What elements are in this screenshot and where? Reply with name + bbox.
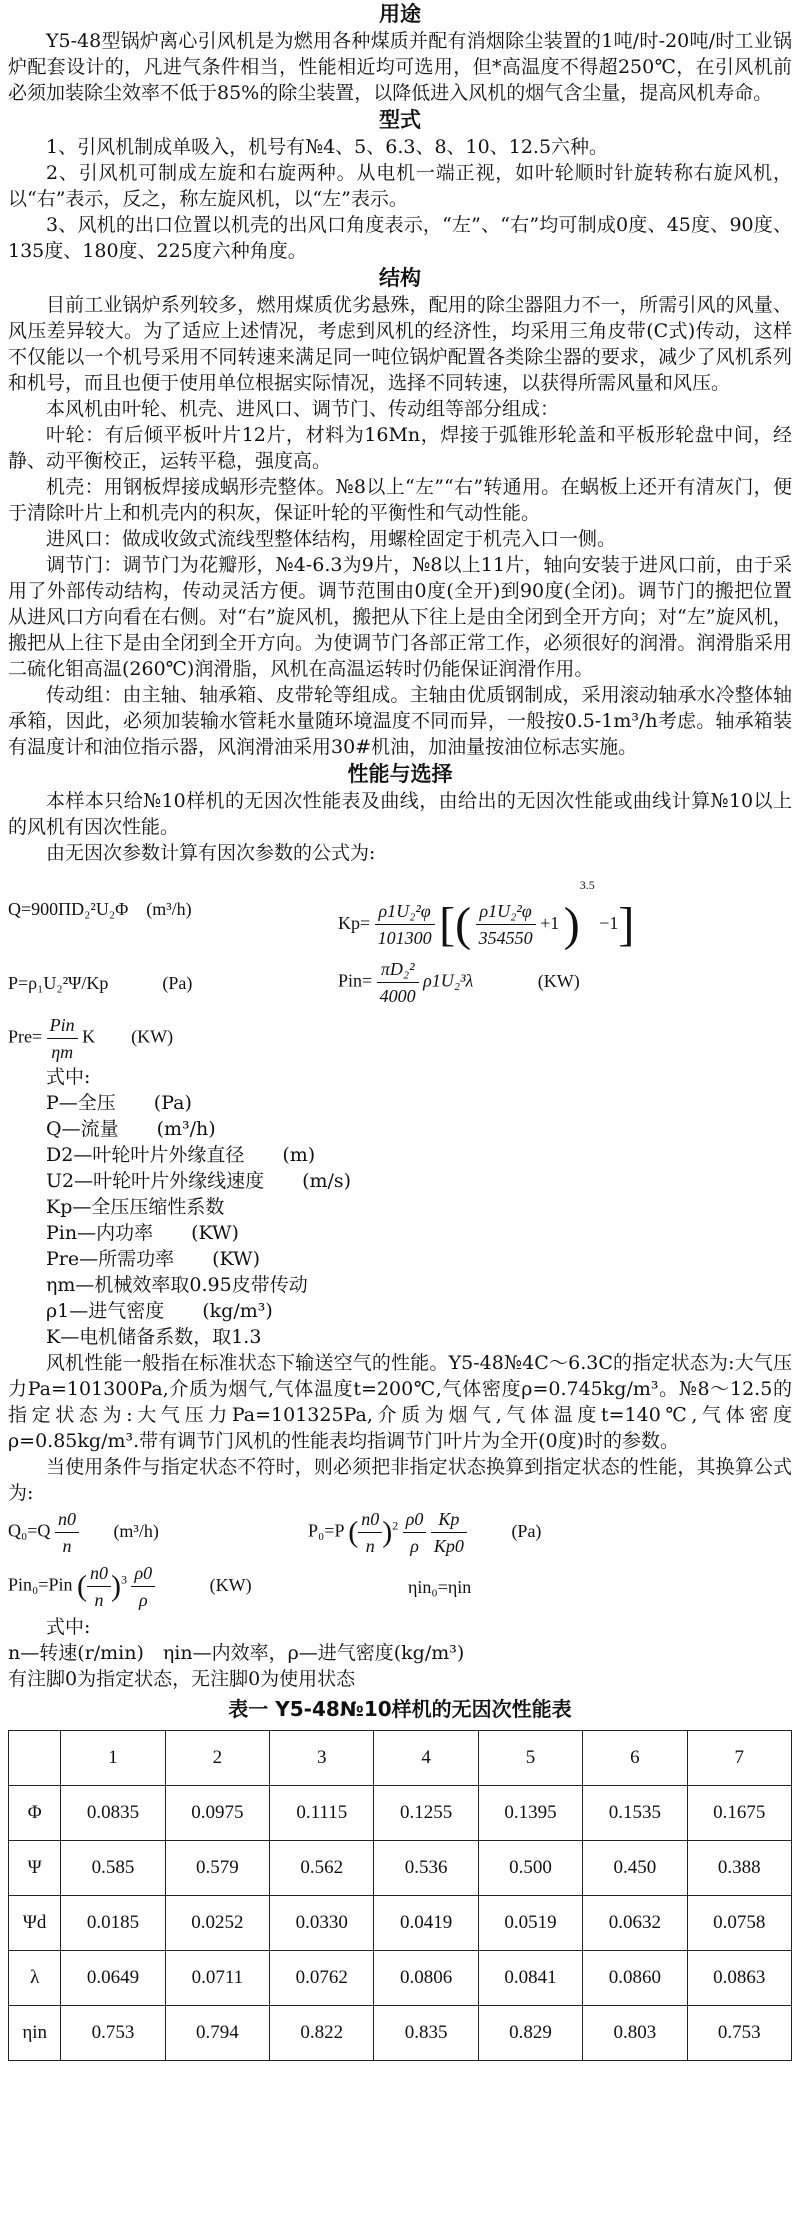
heading-performance: 性能与选择 <box>347 762 453 786</box>
table-cell: 0.829 <box>478 2006 582 2061</box>
table-cell: 0.1255 <box>374 1786 478 1841</box>
structure-para-damper: 调节门：调节门为花瓣形，№4-6.3为9片，№8以上11片，轴向安装于进风口前，由于采用了外部传动结构，传动灵活方便。调节范围由0度(全开)到90度(全闭)。调节门的搬把位置从进风口方向看在右侧。对“右”旋风机，搬把从下往上是由全闭到全开方向；对“左”旋风机，搬把从上往下是由全闭到全开方向。为使调节门各部正常工作，必须很好的润滑。润滑脂采用二硫化钼高温(260℃)润滑脂，风机在高温运转时仍能保证润滑作用。 <box>8 554 792 680</box>
q0-unit: (m³/h) <box>113 1520 159 1541</box>
pin-num: πD₂² <box>377 956 419 983</box>
table-cell: 0.1395 <box>478 1786 582 1841</box>
table-cell: 0.794 <box>165 2006 269 2061</box>
table-header-cell <box>9 1731 61 1786</box>
table-cell: 0.0632 <box>583 1896 687 1951</box>
pin-unit: (KW) <box>537 970 580 991</box>
table-cell: 0.1675 <box>687 1786 791 1841</box>
formula-convert-1 <box>8 1506 792 1560</box>
p0-fraction-3 <box>431 1506 467 1559</box>
formula-p-pin <box>8 956 792 1012</box>
pre-rest: K (KW) <box>82 1026 174 1047</box>
kp-num-1: ρ1U₂²φ <box>375 898 435 925</box>
definition-item: P—全压 (Pa) <box>46 1092 192 1114</box>
table-cell: 0.585 <box>61 1841 165 1896</box>
kp-den-2: 354550 <box>478 928 533 949</box>
definition-item: ρ1—进气密度 (kg/m³) <box>46 1300 273 1322</box>
pin0-num-2: ρ0 <box>131 1560 155 1587</box>
structure-para-1: 目前工业锅炉系列较多，燃用煤质优劣悬殊，配用的除尘器阻力不一，所需引风的风量、风压差异较大。为了适应上述情况，考虑到风机的经济性，均采用三角皮带(C式)传动，这样不仅能以一个机号采用不同转速来满足同一吨位锅炉配置各类除尘器的要求，减少了风机系列和机号，而且也便于使用单位根据实际情况，选择不同转速，以获得所需风量和风压。 <box>8 294 792 394</box>
table-cell: 0.0252 <box>165 1896 269 1951</box>
table-row <box>9 1951 792 2006</box>
table-header-cell: 1 <box>61 1731 165 1786</box>
formula-q: Q=900ΠD₂²U₂Φ (m³/h) <box>8 899 192 919</box>
p0-num-3: Kp <box>431 1506 467 1533</box>
type-item-3: 3、风机的出口位置以机壳的出风口角度表示，“左”、“右”均可制成0度、45度、90度、135度、180度、225度六种角度。 <box>8 214 792 262</box>
table-cell: Φ <box>9 1786 61 1841</box>
table-header-cell: 6 <box>583 1731 687 1786</box>
pin-rest: ρ1U₂³λ <box>423 970 474 991</box>
q0-num: n0 <box>55 1506 79 1533</box>
formula-q-kp <box>8 866 792 956</box>
formula-p0: P₀=P ( $\frac{n0}{n}$ )$^2$ $\frac{\rho 0}{\rho}$ $\frac{Kp}{Kp0}$ (Pa) <box>308 1506 541 1559</box>
kp-exponent: 3.5 <box>579 878 595 892</box>
definition-item: U2—叶轮叶片外缘线速度 (m/s) <box>46 1170 352 1192</box>
pre-fraction <box>47 1012 78 1065</box>
p0-num-2: ρ0 <box>403 1506 427 1533</box>
table-row <box>9 1786 792 1841</box>
table-cell: 0.753 <box>687 2006 791 2061</box>
table-cell: 0.0519 <box>478 1896 582 1951</box>
table-cell: 0.536 <box>374 1841 478 1896</box>
heading-structure: 结构 <box>379 266 421 290</box>
table-cell: 0.388 <box>687 1841 791 1896</box>
table-cell: 0.0806 <box>374 1951 478 2006</box>
formula-pre-line <box>8 1012 173 1065</box>
table-cell: 0.0835 <box>61 1786 165 1841</box>
pin-den: 4000 <box>379 986 416 1006</box>
pin0-fraction-1 <box>87 1560 111 1613</box>
structure-para-2: 本风机由叶轮、机壳、进风口、调节门、传动组等部分组成： <box>46 398 560 420</box>
table-cell: 0.1535 <box>583 1786 687 1841</box>
kp-num-2: ρ1U₂²φ <box>476 898 536 925</box>
p0-unit: (Pa) <box>511 1520 542 1541</box>
pin-label: Pin= <box>338 970 373 991</box>
kp-paren-open: [( <box>439 897 472 951</box>
use-paragraph: Y5-48型锅炉离心引风机是为燃用各种煤质并配有消烟除尘装置的1吨/时-20吨/时工业锅炉配套设计的，凡进气条件相当，性能相近均可选用，但*高温度不得超250℃，在引风机前必须加装除尘效率不低于85%的除尘装置，以降低进入风机的烟气含尘量，提高风机寿命。 <box>8 30 792 104</box>
p0-num-1: n0 <box>358 1506 382 1533</box>
heading-use: 用途 <box>379 2 421 26</box>
table-cell: 0.579 <box>165 1841 269 1896</box>
formula-q0 <box>8 1506 159 1559</box>
kp-den-1: 101300 <box>377 928 432 949</box>
table-row <box>9 2006 792 2061</box>
table-cell: 0.0649 <box>61 1951 165 2006</box>
definition-item: ηm—机械效率取0.95皮带传动 <box>46 1274 308 1296</box>
structure-para-drive: 传动组：由主轴、轴承箱、皮带轮等组成。主轴由优质钢制成，采用滚动轴承水冷整体轴承箱，因此，必须加装输水管耗水量随环境温度不同而异，一般按0.5-1m³/h考虑。轴承箱装有温度计和油位指示器，风润滑油采用30#机油，加油量按油位标志实施。 <box>8 684 792 758</box>
pin0-den-2: ρ <box>138 1590 148 1610</box>
kp-label: Kp= <box>338 913 371 933</box>
pin0-unit: (KW) <box>209 1574 252 1595</box>
formula-intro: 由无因次参数计算有因次参数的公式为: <box>46 842 376 864</box>
performance-table <box>8 1730 792 2061</box>
q0-den: n <box>62 1536 72 1556</box>
table-cell: 0.0863 <box>687 1951 791 2006</box>
table-cell: λ <box>9 1951 61 2006</box>
table-header-row <box>9 1731 792 1786</box>
formula-convert-2 <box>8 1560 792 1614</box>
table-cell: 0.822 <box>270 2006 374 2061</box>
p0-den-1: n <box>365 1536 375 1556</box>
pin0-label: Pin₀=Pin <box>8 1574 73 1595</box>
definition-item: D2—叶轮叶片外缘直径 (m) <box>46 1144 316 1166</box>
convert-paragraph: 当使用条件与指定状态不符时，则必须把非指定状态换算到指定状态的性能，其换算公式为: <box>8 1456 792 1504</box>
kp-fraction-2 <box>476 898 536 951</box>
p0-fraction-1 <box>358 1506 382 1559</box>
formula-p: P=ρ₁U₂²Ψ/Kp (Pa) <box>8 973 193 993</box>
table-header-cell: 3 <box>270 1731 374 1786</box>
table-row <box>9 1841 792 1896</box>
table-cell: 0.753 <box>61 2006 165 2061</box>
definition-item: Q—流量 (m³/h) <box>46 1118 216 1140</box>
table-cell: 0.0860 <box>583 1951 687 2006</box>
table-cell: ηin <box>9 2006 61 2061</box>
structure-para-inlet: 进风口：做成收敛式流线型整体结构，用螺栓固定于机壳入口一侧。 <box>46 528 617 550</box>
table-header-cell: 4 <box>374 1731 478 1786</box>
p0-label: P₀=P <box>308 1520 344 1541</box>
table-cell: 0.803 <box>583 2006 687 2061</box>
p0-den-3: Kp0 <box>433 1536 464 1556</box>
structure-para-impeller: 叶轮：有后倾平板叶片12片，材料为16Mn，焊接于弧锥形轮盖和平板形轮盘中间，经静、动平衡校正，运转平稳，强度高。 <box>8 424 792 472</box>
table-cell: 0.0841 <box>478 1951 582 2006</box>
pin0-num-1: n0 <box>87 1560 111 1587</box>
formula-eta0: ηin₀=ηin <box>408 1577 472 1597</box>
kp-minus-one: −1 <box>599 913 619 933</box>
q0-fraction <box>55 1506 79 1559</box>
definition-item: Kp—全压压缩性系数 <box>46 1196 225 1218</box>
kp-fraction-1 <box>375 898 435 951</box>
pre-num: Pin <box>47 1012 78 1039</box>
definition-item: Pre—所需功率 (KW) <box>46 1248 260 1270</box>
definition-extra: n—转速(r/min) ηin—内效率，ρ—进气密度(kg/m³) <box>8 1642 465 1664</box>
where-label: 式中: <box>46 1066 91 1088</box>
table-cell: 0.835 <box>374 2006 478 2061</box>
p0-fraction-2 <box>403 1506 427 1559</box>
table-cell: 0.0762 <box>270 1951 374 2006</box>
table-cell: 0.450 <box>583 1841 687 1896</box>
table-cell: 0.0185 <box>61 1896 165 1951</box>
q0-label: Q₀=Q <box>8 1520 51 1541</box>
table-cell: Ψd <box>9 1896 61 1951</box>
formula-pin0: Pin₀=Pin ( $\frac{n0}{n}$ )$^3$ $\frac{\rho 0}{\rho}$ (KW) <box>8 1560 252 1613</box>
definition-item: Pin—内功率 (KW) <box>46 1222 239 1244</box>
pin0-den-1: n <box>94 1590 104 1610</box>
heading-type: 型式 <box>379 108 421 132</box>
kp-paren-close: ) <box>563 897 580 951</box>
pre-label: Pre= <box>8 1026 43 1047</box>
definition-item: K—电机储备系数，取1.3 <box>46 1326 262 1348</box>
table-cell: 0.0711 <box>165 1951 269 2006</box>
table-header-cell: 5 <box>478 1731 582 1786</box>
kp-plus-one: +1 <box>540 913 560 933</box>
pre-den: ηm <box>51 1042 74 1062</box>
table-cell: 0.562 <box>270 1841 374 1896</box>
formula-pre <box>8 1012 792 1064</box>
pin-fraction <box>377 956 419 1009</box>
table-header-cell: 7 <box>687 1731 791 1786</box>
table-cell: 0.0419 <box>374 1896 478 1951</box>
pin0-fraction-2 <box>131 1560 155 1613</box>
table-cell: Ψ <box>9 1841 61 1896</box>
definition-extra: 有注脚0为指定状态，无注脚0为使用状态 <box>8 1668 356 1690</box>
structure-para-casing: 机壳：用钢板焊接成蜗形壳整体。№8以上“左”“右”转通用。在蜗板上还开有清灰门，便于清除叶片上和机壳内的积灰，保证叶轮的平衡性和气动性能。 <box>8 476 792 524</box>
p0-den-2: ρ <box>410 1536 419 1556</box>
perf-intro: 本样本只给№10样机的无因次性能表及曲线，由给出的无因次性能或曲线计算№10以上的风机有因次性能。 <box>8 790 792 838</box>
table-cell: 0.500 <box>478 1841 582 1896</box>
type-item-1: 1、引风机制成单吸入，机号有№4、5、6.3、8、10、12.5六种。 <box>46 136 609 158</box>
kp-bracket-close: ] <box>618 897 635 951</box>
formula-kp <box>338 872 634 951</box>
table-cell: 0.1115 <box>270 1786 374 1841</box>
formula-pin <box>338 956 580 1009</box>
state-paragraph: 风机性能一般指在标准状态下输送空气的性能。Y5-48№4C～6.3C的指定状态为:大气压力Pa=101300Pa,介质为烟气,气体温度t=200℃,气体密度ρ=0.745kg/m³。№8～12.5的指定状态为:大气压力Pa=101325Pa,介质为烟气,气体温度t=140℃,气体密度ρ=0.85kg/m³.带有调节门风机的性能表均指调节门叶片为全开(0度)时的参数。 <box>8 1352 792 1452</box>
table-header-cell: 2 <box>165 1731 269 1786</box>
where-label-2: 式中: <box>46 1616 91 1638</box>
definitions-list <box>8 1090 792 1350</box>
table-cell: 0.0975 <box>165 1786 269 1841</box>
type-item-2: 2、引风机可制成左旋和右旋两种。从电机一端正视，如叶轮顺时针旋转称右旋风机，以“右”表示，反之，称左旋风机，以“左”表示。 <box>8 162 792 210</box>
table-title: 表一 Y5-48№10样机的无因次性能表 <box>228 1697 572 1721</box>
table-row <box>9 1896 792 1951</box>
table-cell: 0.0330 <box>270 1896 374 1951</box>
table-cell: 0.0758 <box>687 1896 791 1951</box>
